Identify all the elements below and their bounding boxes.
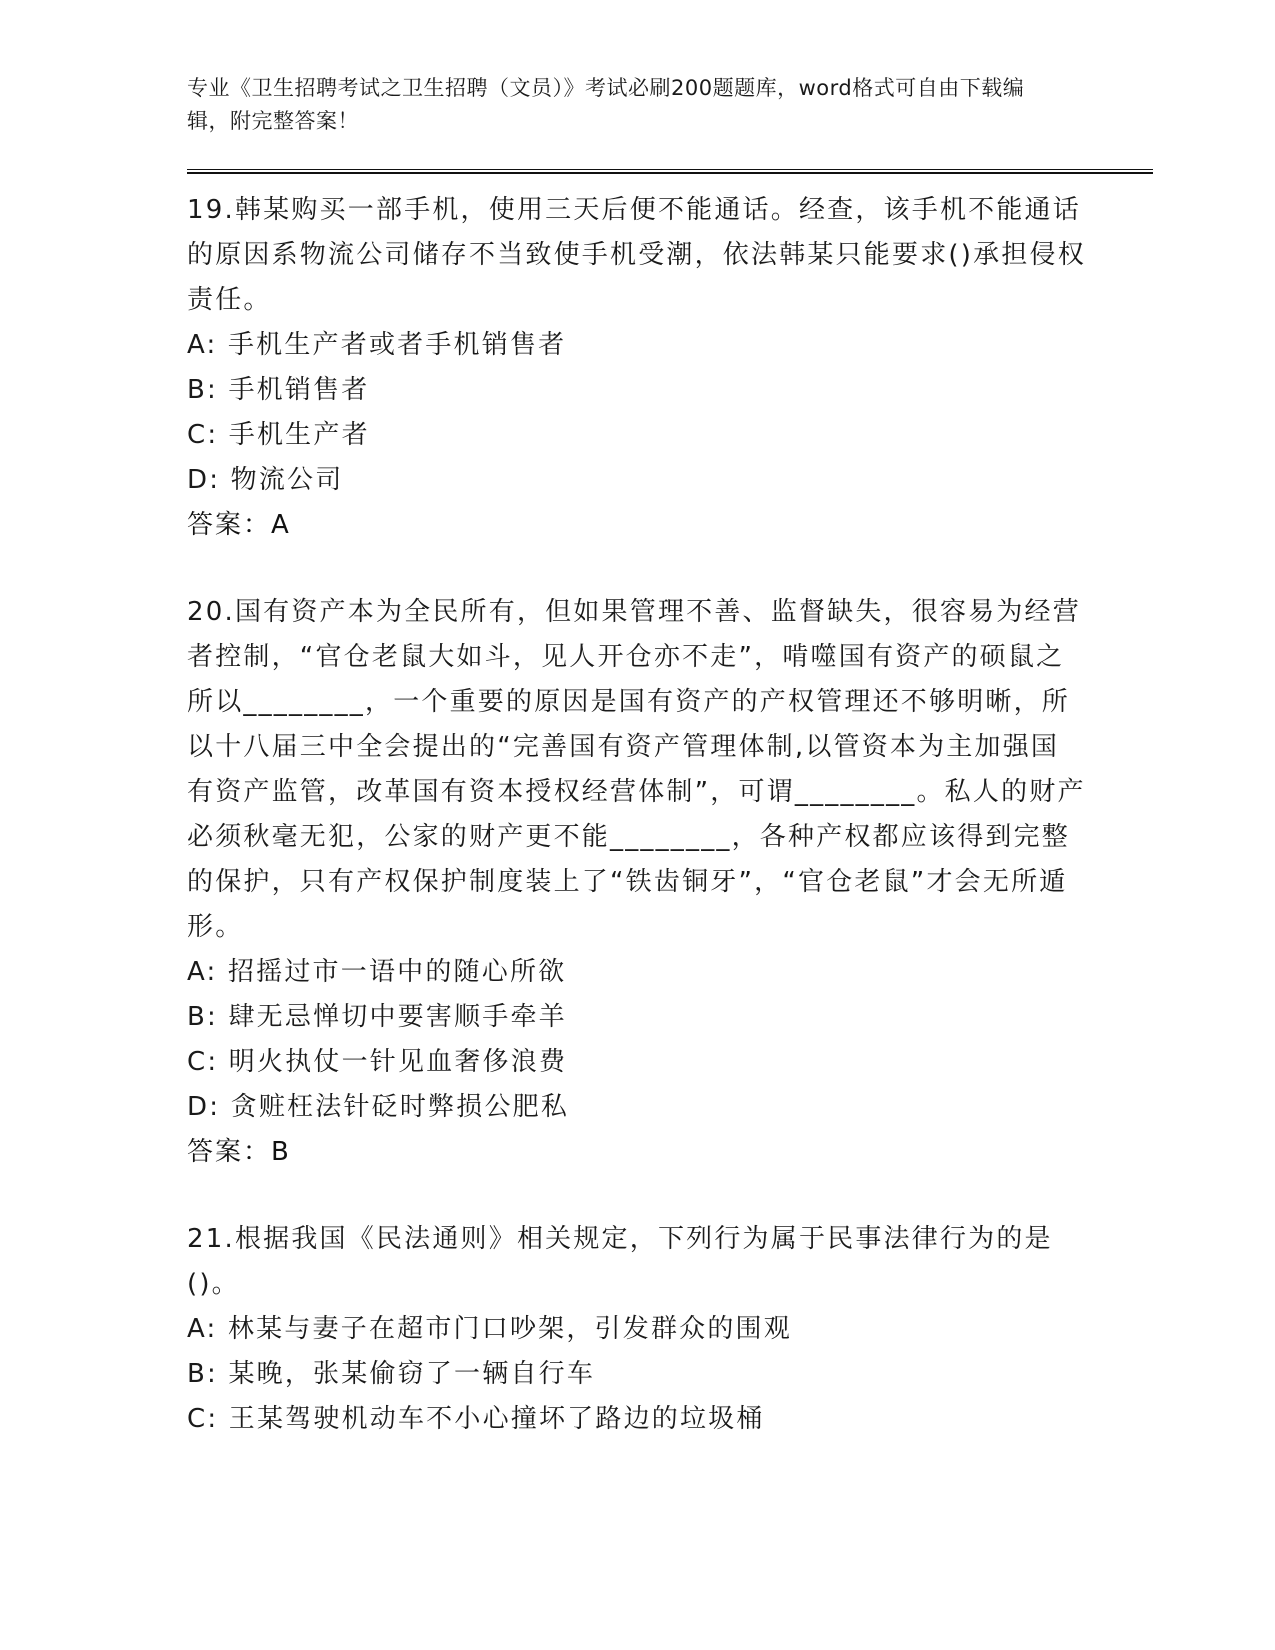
option-a: A: 招摇过市一语中的随心所欲 (187, 957, 567, 987)
option-b: B: 某晚，张某偷窃了一辆自行车 (187, 1359, 596, 1389)
option-c: C: 王某驾驶机动车不小心撞坏了路边的垃圾桶 (187, 1404, 765, 1434)
document-page (187, 72, 1102, 1442)
option-b: B: 手机销售者 (187, 375, 370, 405)
answer-line: 答案：B (187, 1137, 291, 1167)
option-c: C: 手机生产者 (187, 420, 370, 450)
option-a: A: 林某与妻子在超市门口吵架，引发群众的围观 (187, 1314, 792, 1344)
question-stem: 21.根据我国《民法通则》相关规定，下列行为属于民事法律行为的是()。 (187, 1224, 1053, 1299)
question-stem: 20.国有资产本为全民所有，但如果管理不善、监督缺失，很容易为经营者控制，“官仓老鼠大如斗，见人开仓亦不走”，啃噬国有资产的硕鼠之所以________，一个重要的原因是国有资产的产权管理还不够明晰，所以十八届三中全会提出的“完善国有资产管理体制,以管资本为主加强国有资产监管，改革国有资本授权经营体制”，可谓________。私人的财产必须秋毫无犯，公家的财产更不能________，各种产权都应该得到完整的保护，只有产权保护制度装上了“铁齿铜牙”，“官仓老鼠”才会无所遁形。 (187, 597, 1086, 942)
question-19 (187, 188, 1102, 548)
option-b: B: 肆无忌惮切中要害顺手牵羊 (187, 1002, 567, 1032)
answer-line: 答案：A (187, 510, 291, 540)
option-c: C: 明火执仗一针见血奢侈浪费 (187, 1047, 568, 1077)
header-divider (187, 169, 1153, 174)
question-20 (187, 590, 1102, 1175)
option-d: D: 贪赃枉法针砭时弊损公肥私 (187, 1092, 570, 1122)
option-d: D: 物流公司 (187, 465, 344, 495)
question-stem: 19.韩某购买一部手机，使用三天后便不能通话。经查，该手机不能通话的原因系物流公司储存不当致使手机受潮，依法韩某只能要求()承担侵权责任。 (187, 195, 1086, 315)
question-21 (187, 1217, 1102, 1442)
option-a: A: 手机生产者或者手机销售者 (187, 330, 567, 360)
document-header: 专业《卫生招聘考试之卫生招聘（文员）》考试必刷200题题库，word格式可自由下载编辑，附完整答案！ (187, 76, 1025, 133)
